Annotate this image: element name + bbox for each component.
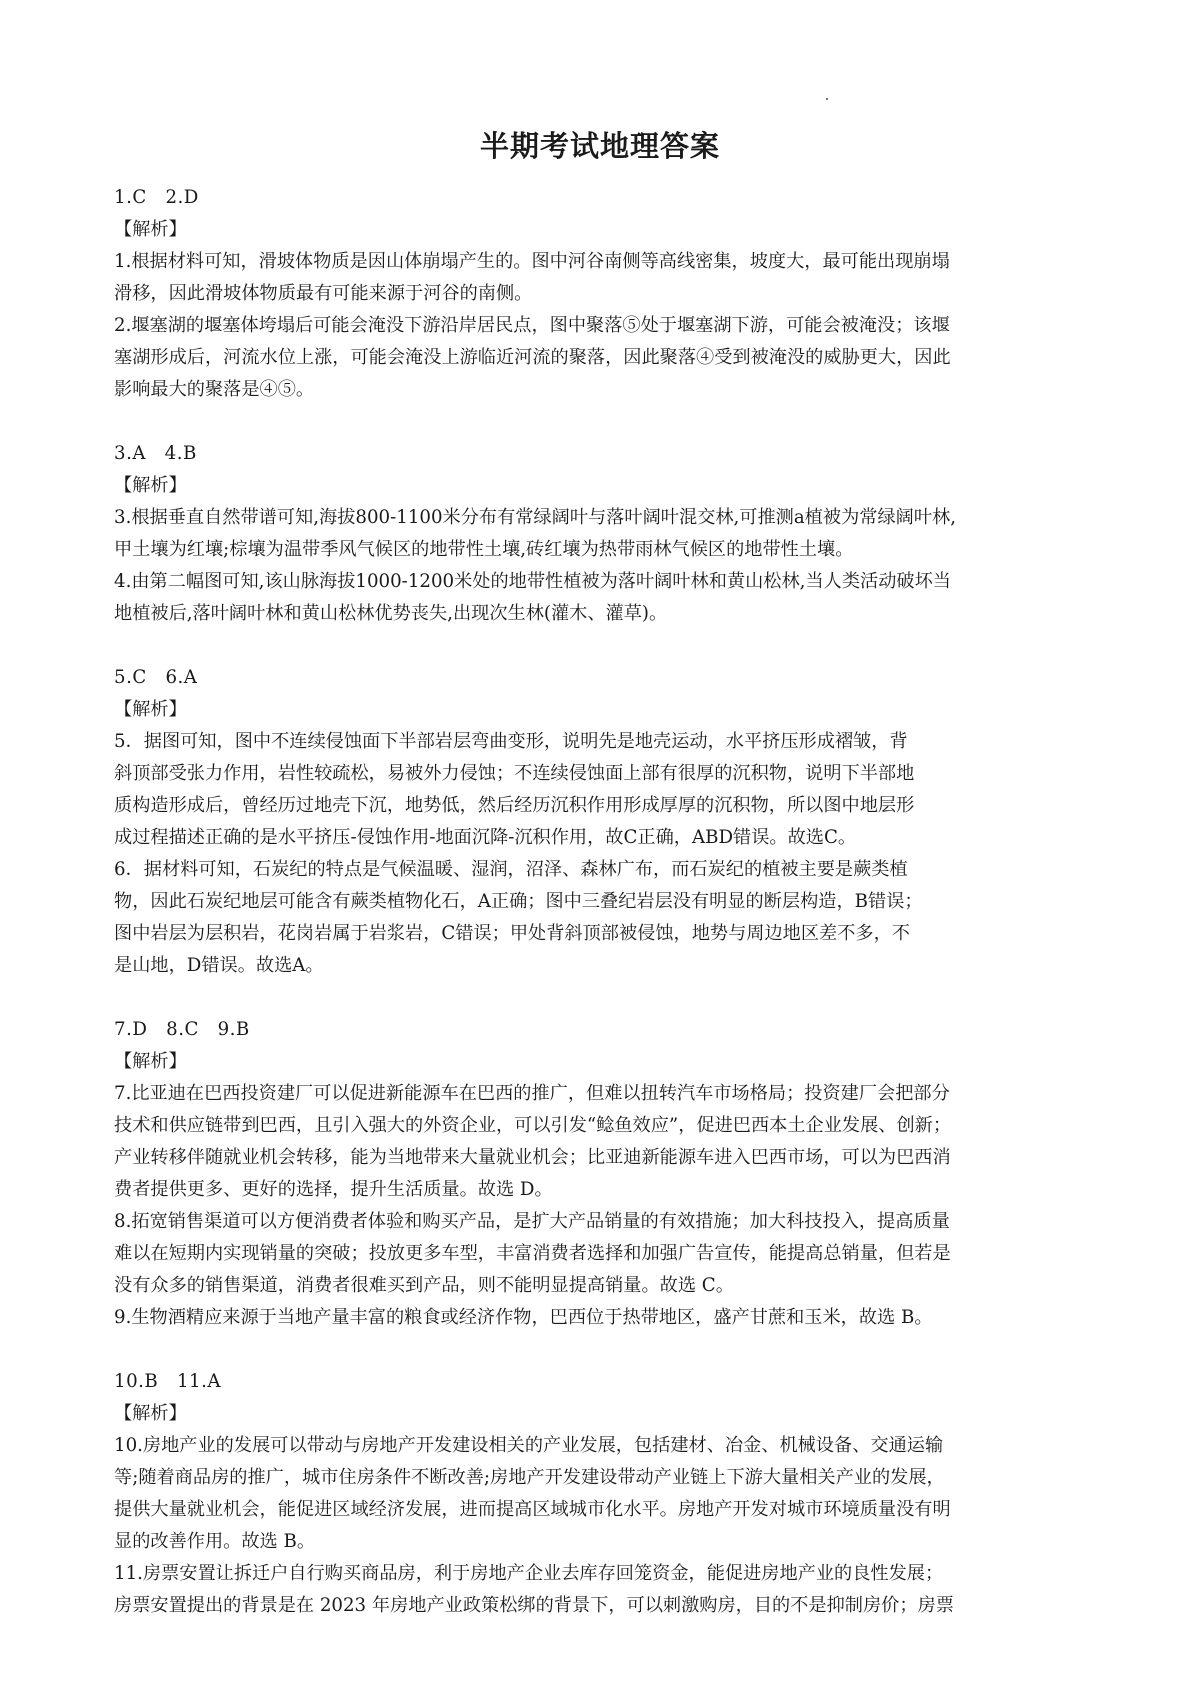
answer-key-5-6: 5.C 6.A <box>114 667 198 688</box>
explanation-line: 8.拓宽销售渠道可以方便消费者体验和购买产品，是扩大产品销量的有效措施；加大科技投入，提高质量 <box>114 1211 950 1232</box>
explanation-line: 费者提供更多、更好的选择，提升生活质量。故选 D。 <box>114 1179 553 1200</box>
section-gap <box>114 1334 1094 1366</box>
explanation-line: 是山地，D错误。故选A。 <box>114 955 324 976</box>
explanation-line: 斜顶部受张力作用，岩性较疏松，易被外力侵蚀；不连续侵蚀面上部有很厚的沉积物，说明下半部地 <box>114 763 915 784</box>
explanation-line: 塞湖形成后，河流水位上涨，可能会淹没上游临近河流的聚落，因此聚落④受到被淹没的威胁更大，因此 <box>114 347 951 368</box>
answer-key-1-2: 1.C 2.D <box>114 187 199 208</box>
explanation-line: 11.房票安置让拆迁户自行购买商品房，利于房地产企业去库存回笼资金，能促进房地产业的良性发展； <box>114 1563 944 1584</box>
explanation-line: 影响最大的聚落是④⑤。 <box>114 379 315 400</box>
section-gap <box>114 630 1094 662</box>
explanation-line: 2.堰塞湖的堰塞体垮塌后可能会淹没下游沿岸居民点，图中聚落⑤处于堰塞湖下游，可能会被淹没；该堰 <box>114 315 950 336</box>
explanation-line: 滑移，因此滑坡体物质最有可能来源于河谷的南侧。 <box>114 283 533 304</box>
explanation-line: 提供大量就业机会，能促进区域经济发展，进而提高区域城市化水平。房地产开发对城市环境质量没有明 <box>114 1499 951 1520</box>
explanation-line: 10.房地产业的发展可以带动与房地产开发建设相关的产业发展，包括建材、冶金、机械设备、交通运输 <box>114 1435 944 1456</box>
explanation-line: 产业转移伴随就业机会转移，能为当地带来大量就业机会；比亚迪新能源车进入巴西市场，可以为巴西消 <box>114 1147 951 1168</box>
explanation-line: 等;随着商品房的推广，城市住房条件不断改善;房地产开发建设带动产业链上下游大量相关产业的发展， <box>114 1467 945 1488</box>
explanation-line: 房票安置提出的背景是在 2023 年房地产业政策松绑的背景下，可以刺激购房，目的不是抑制房价；房票 <box>114 1595 954 1616</box>
analysis-label: 【解析】 <box>114 1403 187 1424</box>
analysis-label: 【解析】 <box>114 699 187 720</box>
explanation-line: 质构造形成后，曾经历过地壳下沉，地势低，然后经历沉积作用形成厚厚的沉积物，所以图中地层形 <box>114 795 915 816</box>
explanation-line: 物，因此石炭纪地层可能含有蕨类植物化石，A正确；图中三叠纪岩层没有明显的断层构造，B错误； <box>114 891 923 912</box>
explanation-line: 甲土壤为红壤;棕壤为温带季风气候区的地带性土壤,砖红壤为热带雨林气候区的地带性土壤。 <box>114 539 854 560</box>
page-title: 半期考试地理答案 <box>479 129 720 163</box>
answer-content <box>114 182 1094 1622</box>
analysis-label: 【解析】 <box>114 219 187 240</box>
answer-key-10-11: 10.B 11.A <box>114 1371 222 1392</box>
explanation-line: 没有众多的销售渠道，消费者很难买到产品，则不能明显提高销量。故选 C。 <box>114 1275 734 1296</box>
explanation-line: 4.由第二幅图可知,该山脉海拔1000-1200米处的地带性植被为落叶阔叶林和黄山松林,当人类活动破坏当 <box>114 571 951 592</box>
explanation-line: 9.生物酒精应来源于当地产量丰富的粮食或经济作物，巴西位于热带地区，盛产甘蔗和玉米，故选 B。 <box>114 1307 933 1328</box>
explanation-line: 5．据图可知，图中不连续侵蚀面下半部岩层弯曲变形，说明先是地壳运动，水平挤压形成褶皱，背 <box>114 731 908 752</box>
explanation-line: 成过程描述正确的是水平挤压-侵蚀作用-地面沉降-沉积作用，故C正确，ABD错误。故选C。 <box>114 827 857 848</box>
explanation-line: 1.根据材料可知，滑坡体物质是因山体崩塌产生的。图中河谷南侧等高线密集，坡度大，最可能出现崩塌 <box>114 251 950 272</box>
explanation-line: 难以在短期内实现销量的突破；投放更多车型，丰富消费者选择和加强广告宣传，能提高总销量，但若是 <box>114 1243 951 1264</box>
scan-dot <box>826 98 828 100</box>
explanation-line: 6．据材料可知，石炭纪的特点是气候温暖、湿润，沼泽、森林广布，而石炭纪的植被主要是蕨类植 <box>114 859 908 880</box>
explanation-line: 3.根据垂直自然带谱可知,海拔800-1100米分布有常绿阔叶与落叶阔叶混交林,可推测a植被为常绿阔叶林, <box>114 507 956 528</box>
explanation-line: 地植被后,落叶阔叶林和黄山松林优势丧失,出现次生林(灌木、灌草)。 <box>114 603 668 624</box>
analysis-label: 【解析】 <box>114 1051 187 1072</box>
explanation-line: 技术和供应链带到巴西，且引入强大的外资企业，可以引发“鲶鱼效应”，促进巴西本土企业发展、创新； <box>114 1115 952 1136</box>
explanation-line: 显的改善作用。故选 B。 <box>114 1531 316 1552</box>
section-gap <box>114 982 1094 1014</box>
answer-key-7-9: 7.D 8.C 9.B <box>114 1019 250 1040</box>
explanation-line: 7.比亚迪在巴西投资建厂可以促进新能源车在巴西的推广，但难以扭转汽车市场格局；投资建厂会把部分 <box>114 1083 950 1104</box>
analysis-label: 【解析】 <box>114 475 187 496</box>
explanation-line: 图中岩层为层积岩，花岗岩属于岩浆岩，C错误；甲处背斜顶部被侵蚀，地势与周边地区差不多，不 <box>114 923 910 944</box>
answer-key-3-4: 3.A 4.B <box>114 443 197 464</box>
section-gap <box>114 406 1094 438</box>
